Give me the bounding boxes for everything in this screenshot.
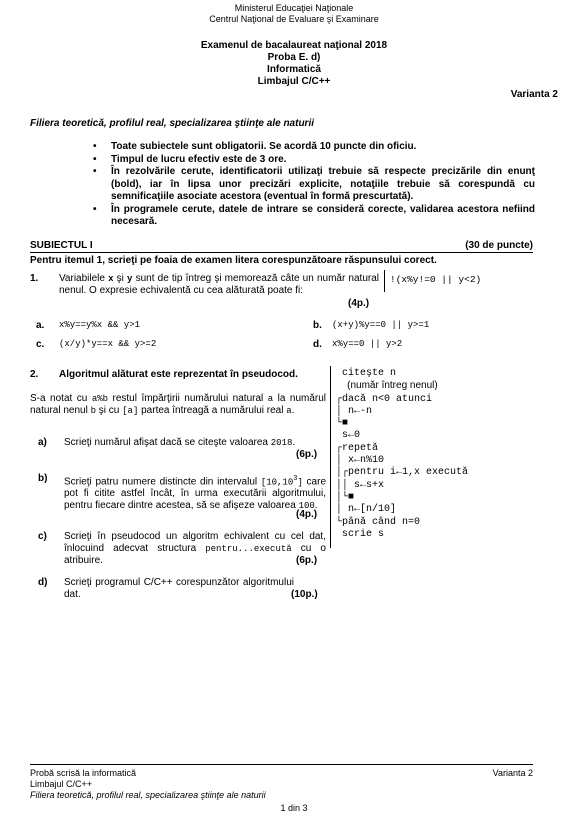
pseudo-line: │ n←[n/10] xyxy=(336,504,397,516)
q2-item-c: Scrieţi în pseudocod un algoritm echivalent cu cel dat, înlocuind adecvat structura pentru...execută cu o atribuire. xyxy=(64,531,326,566)
q1-option-d: x%y==0 || y>2 xyxy=(332,339,403,349)
pseudo-line: s←0 xyxy=(336,430,361,442)
exam-variant: Varianta 2 xyxy=(510,89,558,100)
rule-item: • Timpul de lucru efectiv este de 3 ore. xyxy=(93,153,287,165)
pseudo-line: (număr întreg nenul) xyxy=(336,380,438,392)
pseudocode-block xyxy=(336,368,468,541)
q1-option-a: x%y==y%x && y>1 xyxy=(59,320,141,330)
pseudo-line: scrie s xyxy=(336,528,385,540)
q2-item-letter: c) xyxy=(38,531,47,542)
section-title: SUBIECTUL I xyxy=(30,240,93,251)
footer-line: Filiera teoretică, profilul real, specializarea ştiinţe ale naturii xyxy=(30,790,266,800)
q2-item-d-points: (10p.) xyxy=(291,589,318,600)
q1-number: 1. xyxy=(30,273,39,284)
q2-item-b-points: (4p.) xyxy=(296,509,318,520)
q1-points: (4p.) xyxy=(348,298,370,309)
pseudo-line: │ n←-n xyxy=(336,405,373,417)
rule-item: • În programele cerute, datele de intrare se consideră corecte, validarea acestora nefiind necesară. xyxy=(93,203,535,227)
footer-divider xyxy=(30,764,533,765)
pseudo-line: ││ s←s+x xyxy=(336,479,385,491)
pseudo-line: citeşte n xyxy=(336,368,397,379)
page-number: 1 din 3 xyxy=(280,803,308,813)
q2-item-a-points: (6p.) xyxy=(296,449,318,460)
profile-line: Filiera teoretică, profilul real, specializarea ştiinţe ale naturii xyxy=(30,118,314,129)
section-points: (30 de puncte) xyxy=(465,240,533,251)
q1-option-b: (x+y)%y==0 || y>=1 xyxy=(332,320,430,330)
rule-item: • În rezolvările cerute, identificatorii utilizaţi trebuie să respecte precizările din enunţ (bold), iar în lipsa unor precizări explicite, notaţiile trebuie să corespundă cu semnificaţiile asociate acestora (eventual în formă prescurtată). xyxy=(93,166,535,202)
q2-item-letter: a) xyxy=(38,437,47,448)
section-instruction: Pentru itemul 1, scrieţi pe foaia de examen litera corespunzătoare răspunsului corect. xyxy=(30,255,437,266)
exam-language: Limbajul C/C++ xyxy=(257,76,331,87)
q2-item-b: Scrieţi patru numere distincte din intervalul [10,10$^3$] care pot fi citite astfel încât, în urma executării algoritmului, pentru fiecare dintre acestea, să se afişeze valoarea 100. xyxy=(64,475,327,512)
exam-title: Examenul de bacalaureat naţional 2018 xyxy=(200,40,388,51)
pseudo-line: ┌repetă xyxy=(336,442,379,454)
q1-expression-rule xyxy=(384,270,385,292)
q2-item-c-points: (6p.) xyxy=(296,555,318,566)
pseudo-line: │ x←n%10 xyxy=(336,455,385,467)
q1-option-c: (x/y)*y==x && y>=2 xyxy=(59,339,157,349)
footer-left xyxy=(30,768,266,801)
footer-line: Limbajul C/C++ xyxy=(30,779,93,789)
q1-text: Variabilele x şi y sunt de tip întreg şi memorează câte un număr natural nenul. O expresie echivalentă cu cea alăturată poate fi: xyxy=(59,273,380,296)
footer-line: Probă scrisă la informatică xyxy=(30,768,137,778)
pseudo-line: │└■ xyxy=(336,491,355,503)
ministry-header: Ministerul Educaţiei Naţionale xyxy=(234,3,354,13)
q2-number: 2. xyxy=(30,369,39,380)
q1-option-letter: b. xyxy=(313,320,322,331)
pseudo-line: │┌pentru i←1,x execută xyxy=(336,467,469,479)
center-header: Centrul Naţional de Evaluare şi Examinare xyxy=(209,14,379,24)
q2-item-letter: b) xyxy=(38,473,48,484)
q1-option-letter: a. xyxy=(36,320,45,331)
q2-item-letter: d) xyxy=(38,577,48,588)
exam-proba: Proba E. d) xyxy=(267,52,321,63)
rule-item: • Toate subiectele sunt obligatorii. Se acordă 10 puncte din oficiu. xyxy=(93,141,417,152)
q2-note: S-a notat cu a%b restul împărţirii numărului natural a la numărul natural nenul b şi cu [a] partea întreagă a numărului real a. xyxy=(30,393,327,416)
q1-option-letter: d. xyxy=(313,339,322,350)
section-divider xyxy=(30,252,533,253)
pseudo-line: └până când n=0 xyxy=(336,516,421,528)
footer-variant: Varianta 2 xyxy=(492,768,533,778)
exam-subject: Informatică xyxy=(267,64,321,75)
rules-list xyxy=(93,141,535,229)
pseudocode-divider xyxy=(330,366,331,548)
q1-expression: !(x%y!=0 || y<2) xyxy=(390,274,482,285)
q2-item-a: Scrieţi numărul afişat dacă se citeşte valoarea 2018. xyxy=(64,437,296,448)
q2-item-d: Scrieţi programul C/C++ corespunzător algoritmului dat. xyxy=(64,577,294,600)
pseudo-line: └■ xyxy=(336,418,349,430)
q1-option-letter: c. xyxy=(36,339,45,350)
q2-title: Algoritmul alăturat este reprezentat în pseudocod. xyxy=(59,369,298,380)
pseudo-line: ┌dacă n<0 atunci xyxy=(336,393,433,405)
